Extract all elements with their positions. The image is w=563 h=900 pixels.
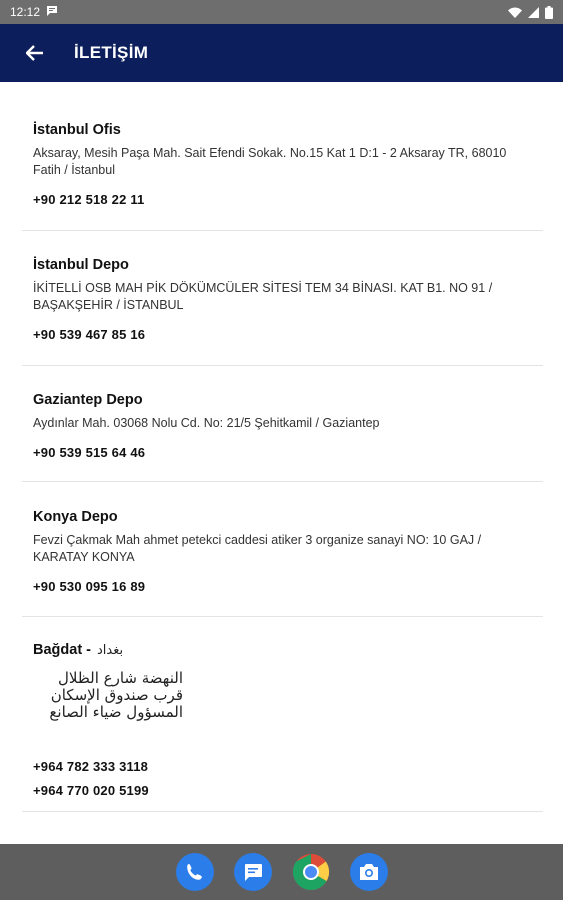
contact-address-arabic [33, 670, 183, 721]
contact-card-bagdat [22, 642, 543, 812]
page-title: İLETİŞİM [74, 43, 149, 62]
contact-phone[interactable]: +90 539 467 85 16 [33, 327, 146, 342]
contact-phone[interactable]: +964 770 020 5199 [33, 783, 149, 798]
contact-address: İKİTELLİ OSB MAH PİK DÖKÜMCÜLER SİTESİ TEM 34 BİNASI. KAT B1. NO 91 / BAŞAKŞEHİR / İSTANBUL [33, 281, 493, 312]
contact-phone[interactable]: +90 539 515 64 46 [33, 445, 146, 460]
status-bar [0, 0, 563, 24]
back-button[interactable] [22, 40, 48, 66]
camera-app-button[interactable] [350, 853, 388, 891]
app-bar [0, 24, 563, 82]
phone-app-button[interactable] [176, 853, 214, 891]
contact-name-latin: Bağdat - [33, 642, 91, 658]
contact-phone[interactable]: +964 782 333 3118 [33, 759, 149, 774]
phone-icon [185, 862, 205, 882]
contact-list [0, 82, 563, 844]
contact-name [33, 642, 543, 658]
contact-phone[interactable]: +90 530 095 16 89 [33, 579, 146, 594]
messages-app-button[interactable] [234, 853, 272, 891]
message-notification-icon [46, 5, 58, 19]
address-line: النهضة شارع الظلال [58, 669, 183, 687]
contact-address: Aydınlar Mah. 03068 Nolu Cd. No: 21/5 Şehitkamil / Gaziantep [33, 416, 380, 430]
contact-address: Aksaray, Mesih Paşa Mah. Sait Efendi Sokak. No.15 Kat 1 D:1 - 2 Aksaray TR, 68010 Fatih / İstanbul [33, 146, 507, 177]
contact-address: Fevzi Çakmak Mah ahmet petekci caddesi atiker 3 organize sanayi NO: 10 GAJ / KARATAY KONYA [33, 533, 482, 564]
address-line: قرب صندوق الإسكان [50, 686, 183, 704]
contact-name-arabic: بغداد [97, 642, 124, 657]
chrome-icon [292, 853, 330, 891]
contact-name: Konya Depo [33, 509, 118, 525]
arrow-left-icon [26, 45, 44, 61]
contact-name: İstanbul Ofis [33, 122, 121, 138]
battery-icon [545, 6, 553, 19]
camera-icon [358, 863, 380, 881]
messages-icon [242, 862, 264, 882]
contact-card-konya-depo [22, 509, 543, 617]
contact-card-istanbul-ofis [22, 122, 543, 231]
address-line: المسؤول ضياء الصانع [49, 703, 183, 721]
dock [0, 844, 563, 900]
contact-name: Gaziantep Depo [33, 392, 143, 408]
contact-phone[interactable]: +90 212 518 22 11 [33, 192, 145, 207]
status-time: 12:12 [10, 5, 41, 19]
contact-card-istanbul-depo [22, 257, 543, 366]
cell-signal-icon [528, 7, 539, 18]
wifi-icon [508, 7, 522, 18]
contact-name: İstanbul Depo [33, 257, 129, 273]
chrome-app-button[interactable] [292, 853, 330, 891]
contact-card-gaziantep-depo [22, 392, 543, 482]
